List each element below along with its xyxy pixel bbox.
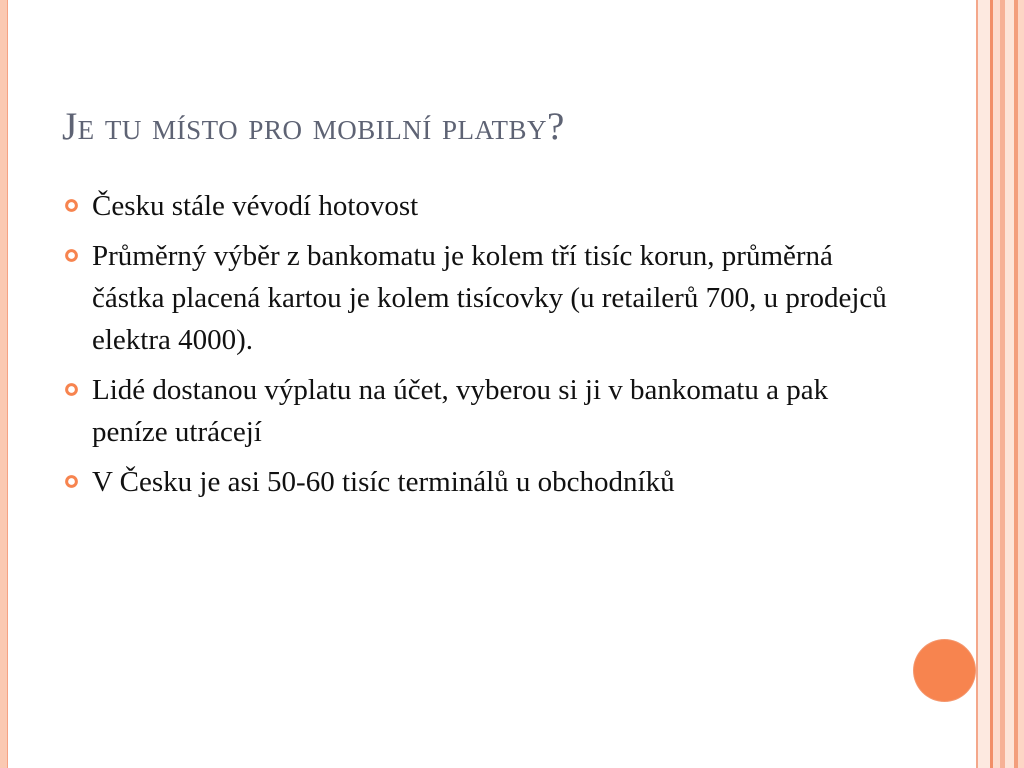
bullet-item xyxy=(64,369,904,453)
stripe xyxy=(1018,0,1024,768)
slide-title: Je tu místo pro mobilní platby? xyxy=(62,105,565,148)
bullet-text: Průměrný výběr z bankomatu je kolem tří tisíc korun, průměrná částka placená kartou je kolem tisícovky (u retailerů 700, u prodejců elektra 4000). xyxy=(92,240,887,356)
stripe xyxy=(1005,0,1014,768)
ring-bullet-icon xyxy=(64,474,79,489)
bullet-item xyxy=(64,461,904,503)
bullet-list xyxy=(64,185,904,511)
orange-circle-decoration xyxy=(914,640,975,701)
ring-bullet-icon xyxy=(64,382,79,397)
ring-bullet-icon xyxy=(64,198,79,213)
stripe xyxy=(978,0,990,768)
right-decorative-stripes xyxy=(976,0,1024,768)
bullet-item xyxy=(64,235,904,361)
stripe xyxy=(993,0,1000,768)
bullet-text: V Česku je asi 50-60 tisíc terminálů u obchodníků xyxy=(92,466,675,498)
bullet-text: Lidé dostanou výplatu na účet, vyberou si ji v bankomatu a pak peníze utrácejí xyxy=(92,374,829,448)
ring-bullet-icon xyxy=(64,248,79,263)
left-frame-border xyxy=(0,0,7,768)
bullet-text: Česku stále vévodí hotovost xyxy=(92,190,419,222)
left-frame-line xyxy=(7,0,8,768)
bullet-item xyxy=(64,185,904,227)
